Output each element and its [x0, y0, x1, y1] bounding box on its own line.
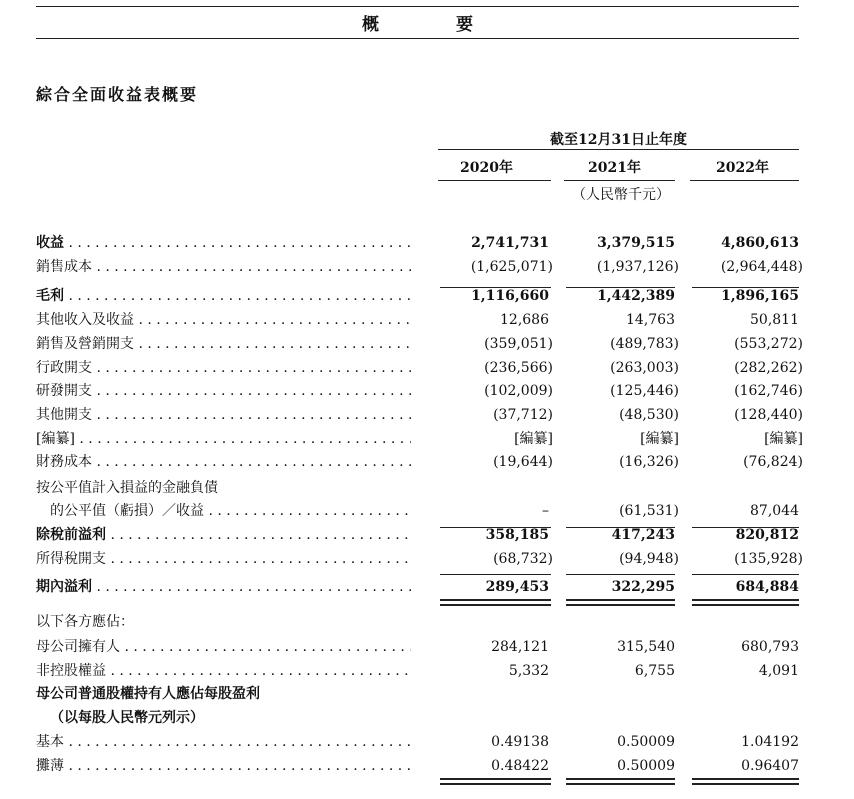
table-row	[36, 380, 803, 402]
cell-value-2022: (553,272)	[734, 336, 803, 352]
unit-label: （人民幣千元）	[572, 187, 670, 203]
cell-value-2020: 284,121	[491, 639, 549, 655]
cell-value-2022: 87,044	[750, 503, 799, 519]
eps-double-rule	[692, 783, 799, 785]
cell-value-2022: 1.04192	[741, 734, 799, 750]
eps-double-rule	[440, 778, 551, 780]
cell-value-2020: (102,009)	[484, 383, 553, 399]
row-label: 攤薄 . . .	[36, 755, 411, 777]
cell-value-2020: 12,686	[500, 312, 549, 328]
subtotal-rule	[440, 527, 551, 528]
cell-value-2020: (19,644)	[493, 454, 553, 470]
cell-value-2020: (359,051)	[484, 336, 553, 352]
total-double-rule	[440, 599, 551, 601]
year-rule-2020	[438, 180, 551, 181]
row-label: 按公平值計入損益的金融負債	[36, 480, 218, 496]
row-label: 行政開支 . . .	[36, 357, 411, 379]
row-label: 母公司普通股權持有人應佔每股盈利	[36, 686, 260, 702]
table-row	[36, 611, 799, 633]
row-label: 銷售成本 . . .	[36, 256, 411, 278]
row-label: 收益 . . .	[36, 232, 411, 254]
period-header: 截至12月31日止年度	[550, 132, 687, 148]
total-double-rule	[692, 599, 799, 601]
cell-value-2020: 289,453	[485, 579, 549, 595]
page-header: 概 要	[362, 15, 503, 35]
cell-value-2020: 358,185	[485, 527, 549, 543]
cell-value-2021: (1,937,126)	[596, 259, 679, 275]
table-row	[36, 404, 803, 426]
row-label: 以下各方應佔：	[36, 614, 134, 630]
table-row	[36, 683, 799, 705]
cell-value-2022: 684,884	[735, 579, 799, 595]
table-row	[36, 500, 799, 522]
total-double-rule	[440, 604, 551, 606]
cell-value-2022: (128,440)	[734, 407, 803, 423]
eps-double-rule	[566, 783, 675, 785]
table-row	[36, 524, 799, 546]
table-row	[36, 477, 799, 499]
table-row	[36, 636, 799, 658]
header-rule-top	[36, 6, 799, 7]
cell-value-2021: 14,763	[626, 312, 675, 328]
cell-value-2021: 3,379,515	[597, 235, 675, 251]
table-row	[36, 428, 803, 450]
subtotal-rule	[440, 574, 551, 575]
subtotal-rule	[692, 527, 799, 528]
cell-value-2022: (162,746)	[734, 383, 803, 399]
cell-value-2020: [編纂]	[514, 431, 553, 447]
cell-value-2021: (48,530)	[619, 407, 679, 423]
cell-value-2022: 4,091	[758, 663, 799, 679]
row-label: 其他收入及收益 . . .	[36, 309, 411, 331]
cell-value-2022: 1,896,165	[721, 288, 799, 304]
cell-value-2022: [編纂]	[764, 431, 803, 447]
cell-value-2021: 1,442,389	[597, 288, 675, 304]
cell-value-2022: 820,812	[735, 527, 799, 543]
cell-value-2022: (2,964,448)	[720, 259, 803, 275]
header-rule-bottom	[36, 38, 799, 39]
row-label: 財務成本 . . .	[36, 451, 411, 473]
section-title: 綜合全面收益表概要	[36, 85, 199, 104]
cell-value-2020: (1,625,071)	[470, 259, 553, 275]
row-label: 除稅前溢利 . . .	[36, 524, 411, 546]
cell-value-2021: (61,531)	[619, 503, 679, 519]
table-row	[36, 285, 799, 307]
year-header-2020: 2020年	[460, 160, 513, 176]
cell-value-2021: (94,948)	[619, 551, 679, 567]
cell-value-2020: –	[542, 503, 549, 519]
cell-value-2020: 0.48422	[491, 758, 549, 774]
subtotal-rule	[566, 287, 675, 288]
period-header-rule	[438, 149, 799, 150]
table-row	[36, 576, 799, 598]
row-label: 研發開支 . . .	[36, 380, 411, 402]
eps-double-rule	[440, 783, 551, 785]
cell-value-2020: (68,732)	[493, 551, 553, 567]
table-row	[36, 451, 803, 473]
cell-value-2021: 315,540	[617, 639, 675, 655]
cell-value-2020: (37,712)	[493, 407, 553, 423]
year-header-2022: 2022年	[716, 160, 769, 176]
cell-value-2021: 6,755	[634, 663, 675, 679]
subtotal-rule	[566, 574, 675, 575]
total-double-rule	[566, 599, 675, 601]
cell-value-2021: 322,295	[611, 579, 675, 595]
year-header-2021: 2021年	[588, 160, 641, 176]
table-row	[36, 357, 803, 379]
row-label: 所得稅開支 . . .	[36, 548, 411, 570]
subtotal-rule	[692, 287, 799, 288]
cell-value-2021: 0.50009	[617, 734, 675, 750]
cell-value-2022: (282,262)	[734, 360, 803, 376]
cell-value-2020: 5,332	[508, 663, 549, 679]
row-label: 毛利 . . .	[36, 285, 411, 307]
cell-value-2022: 50,811	[750, 312, 799, 328]
eps-double-rule	[566, 778, 675, 780]
cell-value-2021: [編纂]	[640, 431, 679, 447]
subtotal-rule	[440, 287, 551, 288]
cell-value-2021: 0.50009	[617, 758, 675, 774]
table-row	[36, 660, 799, 682]
row-label: 非控股權益 . . .	[36, 660, 411, 682]
eps-double-rule	[692, 778, 799, 780]
cell-value-2022: (135,928)	[734, 551, 803, 567]
table-row	[36, 548, 803, 570]
cell-value-2022: 680,793	[741, 639, 799, 655]
total-double-rule	[692, 604, 799, 606]
row-label: 銷售及營銷開支 . . .	[36, 333, 411, 355]
table-row	[36, 755, 799, 777]
table-row	[36, 256, 803, 278]
table-row	[36, 309, 799, 331]
year-rule-2022	[690, 180, 799, 181]
table-row	[36, 333, 803, 355]
table-row	[36, 731, 799, 753]
row-label: 母公司擁有人 . . .	[36, 636, 411, 658]
table-row	[36, 232, 799, 254]
row-label: 期內溢利 . . .	[36, 576, 411, 598]
cell-value-2022: (76,824)	[743, 454, 803, 470]
cell-value-2022: 0.96407	[741, 758, 799, 774]
cell-value-2021: (489,783)	[610, 336, 679, 352]
table-row	[36, 707, 799, 729]
total-double-rule	[566, 604, 675, 606]
cell-value-2020: 1,116,660	[471, 288, 549, 304]
cell-value-2021: (16,326)	[619, 454, 679, 470]
subtotal-rule	[566, 527, 675, 528]
cell-value-2020: 2,741,731	[471, 235, 549, 251]
row-label: 其他開支 . . .	[36, 404, 411, 426]
year-rule-2021	[564, 180, 675, 181]
subtotal-rule	[692, 574, 799, 575]
row-label: （以每股人民幣元列示）	[50, 710, 204, 726]
cell-value-2020: (236,566)	[484, 360, 553, 376]
cell-value-2022: 4,860,613	[721, 235, 799, 251]
cell-value-2020: 0.49138	[491, 734, 549, 750]
row-label: [編纂] . . .	[36, 428, 411, 450]
cell-value-2021: (263,003)	[610, 360, 679, 376]
cell-value-2021: 417,243	[611, 527, 675, 543]
cell-value-2021: (125,446)	[610, 383, 679, 399]
row-label: 基本 . . .	[36, 731, 411, 753]
row-label: 的公平值（虧損）／收益 . . .	[50, 500, 411, 522]
